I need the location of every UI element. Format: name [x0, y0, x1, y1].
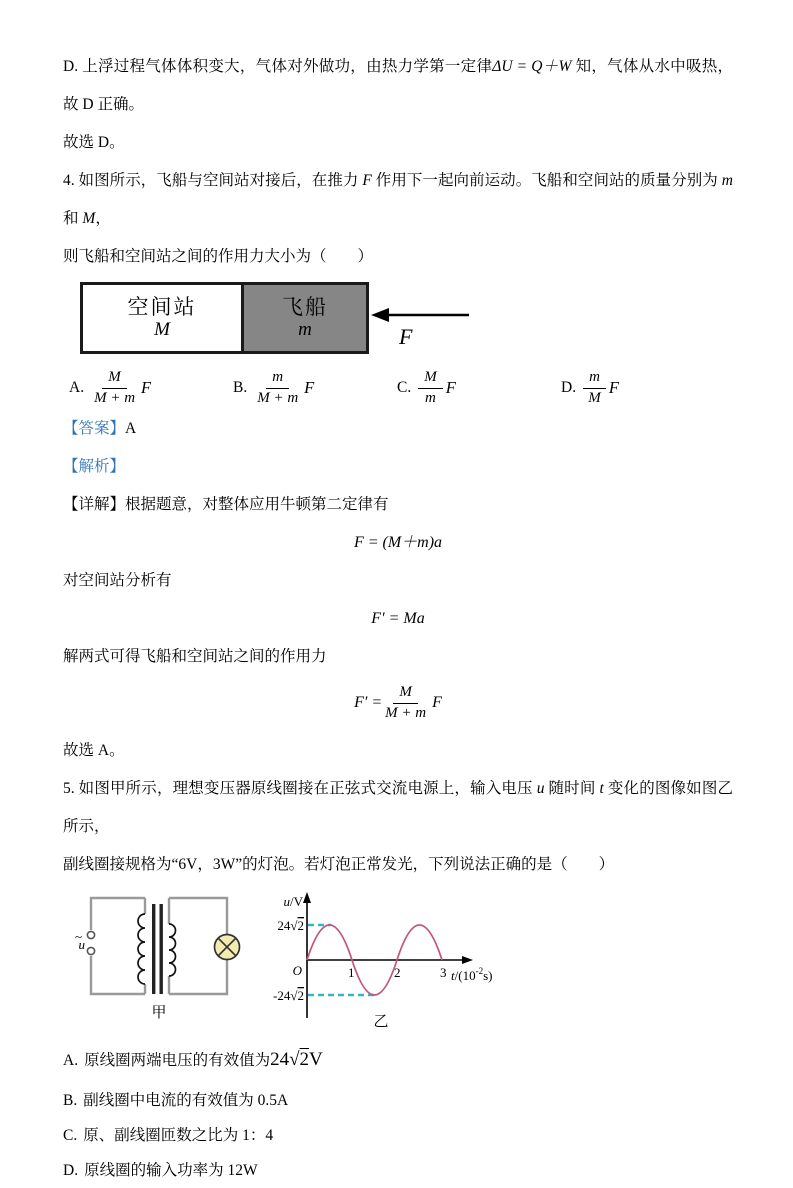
source-terminal-icon: [87, 931, 94, 938]
option-label: C.: [397, 379, 412, 396]
q5-option-b: [63, 1083, 733, 1118]
equation-lhs: F′ =: [354, 693, 383, 711]
math-run: ΔU = Q＋W: [492, 58, 572, 75]
fraction-multiplier: F: [141, 378, 152, 397]
text-run: 变化的图像如图乙所示，: [63, 780, 733, 835]
prev-conclusion: 故选 D。: [63, 134, 125, 151]
ship-cell: [241, 285, 366, 351]
transformer-circuit-diagram: [75, 890, 243, 1022]
text-run: ，: [95, 210, 111, 227]
text-run: 根据题意，对整体应用牛顿第二定律有: [125, 496, 389, 513]
docked-craft-diagram: [80, 282, 369, 354]
x-axis-label: $t/(10^{-2}s)$: [451, 966, 493, 983]
text-run: 随时间: [544, 780, 600, 797]
y-axis-label: u/V: [283, 894, 303, 909]
fraction-numerator: M: [393, 683, 418, 704]
option-label: A.: [69, 379, 85, 396]
fraction-multiplier: F: [304, 378, 315, 397]
ship-label: 飞船: [282, 295, 328, 319]
fraction-multiplier: F: [445, 378, 456, 397]
q5-option-c: [63, 1118, 733, 1153]
q4-equation-1: F = (M＋m)a: [353, 534, 443, 551]
station-cell: [83, 285, 241, 351]
q4-para-3: 解两式可得飞船和空间站之间的作用力: [63, 648, 327, 665]
q4-stem-line2: 则飞船和空间站之间的作用力大小为（ ）: [63, 248, 374, 265]
math-var: M: [82, 210, 96, 227]
fraction-numerator: M: [102, 368, 127, 389]
q4-stem-line1: [63, 162, 733, 238]
text-run: 原线圈的输入功率为 12W: [84, 1162, 258, 1179]
primary-loop-wire: [91, 898, 145, 930]
figure-yi-label: 乙: [373, 1014, 389, 1030]
q4-equation-3: [63, 676, 733, 732]
q4-figure: [80, 282, 733, 354]
transformer-core-bar: [160, 904, 163, 994]
origin-label: O: [292, 963, 302, 978]
radicand: 2: [299, 1049, 310, 1070]
answer-tag: 【答案】: [63, 420, 126, 437]
text-run: 和: [63, 210, 83, 227]
q5-stem-line1: [63, 770, 733, 846]
fraction-denominator: m: [425, 389, 436, 406]
math-run: 24: [270, 1049, 290, 1070]
transformer-core-bar: [152, 904, 155, 994]
text-run: 5. 如图甲所示，理想变压器原线圈接在正弦式交流电源上，输入电压: [63, 780, 537, 797]
fraction-denominator: M + m: [94, 389, 136, 406]
fraction-multiplier: F: [608, 378, 620, 397]
analysis-tag: 【解析】: [63, 458, 126, 475]
q4-option-c: [397, 368, 561, 408]
fraction-numerator: m: [583, 368, 606, 389]
fraction-denominator: M + m: [257, 389, 299, 406]
fraction-denominator: M + m: [385, 704, 427, 721]
fraction-multiplier: F: [432, 693, 442, 711]
fraction-numerator: m: [266, 368, 289, 389]
fraction: [418, 368, 443, 408]
station-label: 空间站: [127, 295, 197, 319]
q5-figure: [75, 890, 733, 1030]
fraction-numerator: M: [418, 368, 443, 389]
fraction: [583, 368, 606, 408]
q5-stem-line2: 副线圈接规格为“6V，3W”的灯泡。若灯泡正常发光，下列说法正确的是（ ）: [63, 856, 615, 873]
q4-option-b: [233, 368, 397, 408]
option-label: D.: [63, 1162, 79, 1179]
q5-option-a: [63, 1038, 733, 1083]
prev-option-d-text: [63, 48, 733, 124]
q4-para-2: 对空间站分析有: [63, 572, 172, 589]
trough-value-label: -24√2: [273, 988, 304, 1003]
text-run: 4. 如图所示，飞船与空间站对接后，在推力: [63, 172, 363, 189]
option-label: C.: [63, 1127, 78, 1144]
math-unit: V: [309, 1049, 323, 1070]
text-run: D. 上浮过程气体体积变大，气体对外做功，由热力学第一定律: [63, 58, 493, 75]
x-axis-arrowhead-icon: [462, 956, 473, 964]
figure-jia-label: 甲: [151, 1005, 167, 1021]
math-var: u: [536, 780, 545, 797]
page-content: [63, 48, 733, 1188]
voltage-waveform-graph: [259, 890, 513, 1030]
q4-detail-line: [63, 486, 733, 524]
fraction: [91, 368, 138, 408]
text-run: 副线圈中电流的有效值为 0.5A: [83, 1092, 289, 1109]
x-tick-2: 2: [394, 965, 401, 980]
q4-equation-2: F′ = Ma: [371, 610, 425, 627]
source-label: u~: [75, 929, 85, 952]
secondary-coil: [169, 924, 176, 976]
text-run: 原线圈两端电压的有效值为: [84, 1052, 271, 1069]
q5-option-d: [63, 1153, 733, 1188]
detail-tag: 【详解】: [63, 496, 126, 513]
text-run: 作用下一起向前运动。飞船和空间站的质量分别为: [371, 172, 722, 189]
peak-value-label: 24√2: [277, 918, 304, 933]
radical-sign: √: [289, 1049, 300, 1070]
x-tick-3: 3: [440, 965, 447, 980]
math-var: t: [599, 780, 604, 797]
option-label: B.: [63, 1092, 78, 1109]
secondary-loop-wire: [169, 960, 227, 994]
text-run: 原、副线圈匝数之比为 1：4: [83, 1127, 274, 1144]
q4-options-row: [69, 368, 733, 408]
q4-option-a: [69, 368, 233, 408]
option-label: B.: [233, 379, 248, 396]
force-arrow-diagram: [369, 284, 473, 350]
q4-analysis-line: [63, 448, 733, 486]
primary-coil: [138, 914, 145, 984]
q4-answer-line: [63, 410, 733, 448]
inline-math: [270, 1049, 323, 1070]
primary-loop-wire: [91, 956, 145, 994]
option-label: A.: [63, 1052, 79, 1069]
force-label: F: [399, 324, 413, 349]
force-arrowhead-icon: [371, 308, 389, 322]
x-tick-1: 1: [348, 965, 355, 980]
q4-conclusion: 故选 A。: [63, 742, 125, 759]
y-axis-arrowhead-icon: [303, 892, 311, 903]
fraction: [254, 368, 301, 408]
fraction-denominator: M: [588, 389, 601, 406]
station-mass-label: M: [154, 319, 170, 341]
option-label: D.: [561, 379, 577, 396]
answer-value: A: [125, 420, 137, 437]
q4-option-d: [561, 368, 619, 408]
text-run: 知，气体从水中吸热，故 D 正确。: [63, 58, 733, 113]
secondary-loop-wire: [169, 898, 227, 934]
math-var: F: [362, 172, 372, 189]
fraction: [382, 683, 429, 723]
ship-mass-label: m: [298, 319, 312, 341]
math-var: m: [721, 172, 733, 189]
source-terminal-icon: [87, 947, 94, 954]
